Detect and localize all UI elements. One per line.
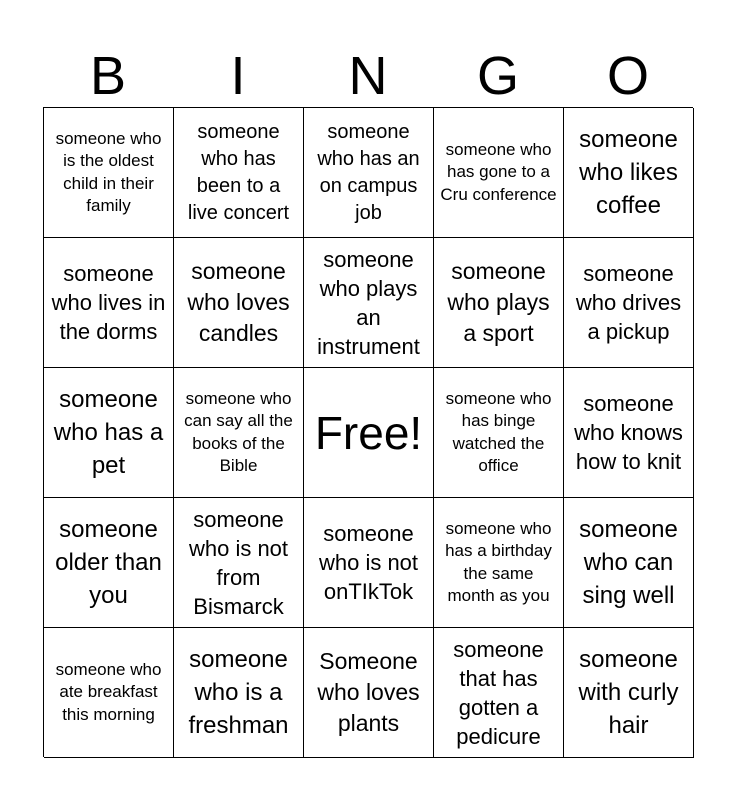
cell-text: someone who can sing well — [579, 516, 678, 609]
bingo-card-grid — [43, 107, 693, 757]
header-letter-g: G — [476, 46, 519, 106]
bingo-cell-r2c5 — [564, 238, 694, 368]
cell-text: someone who has binge watched the office — [445, 388, 552, 475]
cell-text: someone who is a freshman — [188, 646, 289, 739]
cell-text: someone who has been to a live concert — [187, 120, 290, 224]
cell-text: someone who is not from Bismarck — [188, 506, 289, 619]
cell-text: someone who plays an instrument — [317, 246, 420, 359]
bingo-cell-r4c3 — [304, 498, 434, 628]
cell-text: someone who lives in the dorms — [51, 261, 166, 344]
cell-text: someone who knows how to knit — [574, 391, 683, 474]
bingo-cell-r4c2 — [174, 498, 304, 628]
bingo-cell-r1c4 — [434, 108, 564, 238]
cell-text: someone with curly hair — [578, 646, 679, 739]
cell-text: someone who can say all the books of the Bible — [184, 388, 293, 475]
bingo-cell-r5c5 — [564, 628, 694, 758]
cell-text: someone who has gone to a Cru conference — [440, 139, 557, 204]
header-letter-i: I — [230, 46, 246, 106]
free-space-text: Free! — [314, 406, 423, 459]
cell-text: someone who is the oldest child in their family — [55, 128, 162, 215]
bingo-cell-r5c3 — [304, 628, 434, 758]
bingo-cell-r3c4 — [434, 368, 564, 498]
cell-text: someone that has gotten a pedicure — [453, 636, 544, 749]
cell-text: someone who has an on campus job — [317, 120, 420, 224]
bingo-header — [43, 44, 693, 108]
bingo-cell-r5c4 — [434, 628, 564, 758]
bingo-cell-r1c3 — [304, 108, 434, 238]
bingo-cell-r3c2 — [174, 368, 304, 498]
bingo-cell-r2c2 — [174, 238, 304, 368]
bingo-cell-r4c4 — [434, 498, 564, 628]
cell-text: someone who has a birthday the same month as you — [445, 518, 552, 605]
bingo-cell-r3c5 — [564, 368, 694, 498]
cell-text: someone who loves candles — [187, 258, 290, 346]
header-letter-n: N — [348, 46, 388, 106]
header-letter-b: B — [89, 46, 127, 106]
bingo-cell-r5c1 — [44, 628, 174, 758]
header-letter-o: O — [606, 46, 649, 106]
bingo-cell-r2c4 — [434, 238, 564, 368]
bingo-cell-free — [304, 368, 434, 498]
bingo-cell-r1c1 — [44, 108, 174, 238]
bingo-cell-r2c1 — [44, 238, 174, 368]
cell-text: Someone who loves plants — [317, 648, 420, 736]
cell-text: someone who ate breakfast this morning — [55, 659, 162, 724]
bingo-cell-r1c5 — [564, 108, 694, 238]
cell-text: someone who is not onTIkTok — [318, 521, 419, 604]
bingo-cell-r4c5 — [564, 498, 694, 628]
bingo-cell-r3c1 — [44, 368, 174, 498]
cell-text: someone older than you — [55, 516, 162, 609]
bingo-cell-r2c3 — [304, 238, 434, 368]
bingo-cell-r1c2 — [174, 108, 304, 238]
bingo-cell-r4c1 — [44, 498, 174, 628]
bingo-cell-r5c2 — [174, 628, 304, 758]
cell-text: someone who likes coffee — [579, 126, 678, 219]
cell-text: someone who has a pet — [53, 386, 164, 479]
cell-text: someone who drives a pickup — [575, 261, 682, 344]
cell-text: someone who plays a sport — [447, 258, 550, 346]
